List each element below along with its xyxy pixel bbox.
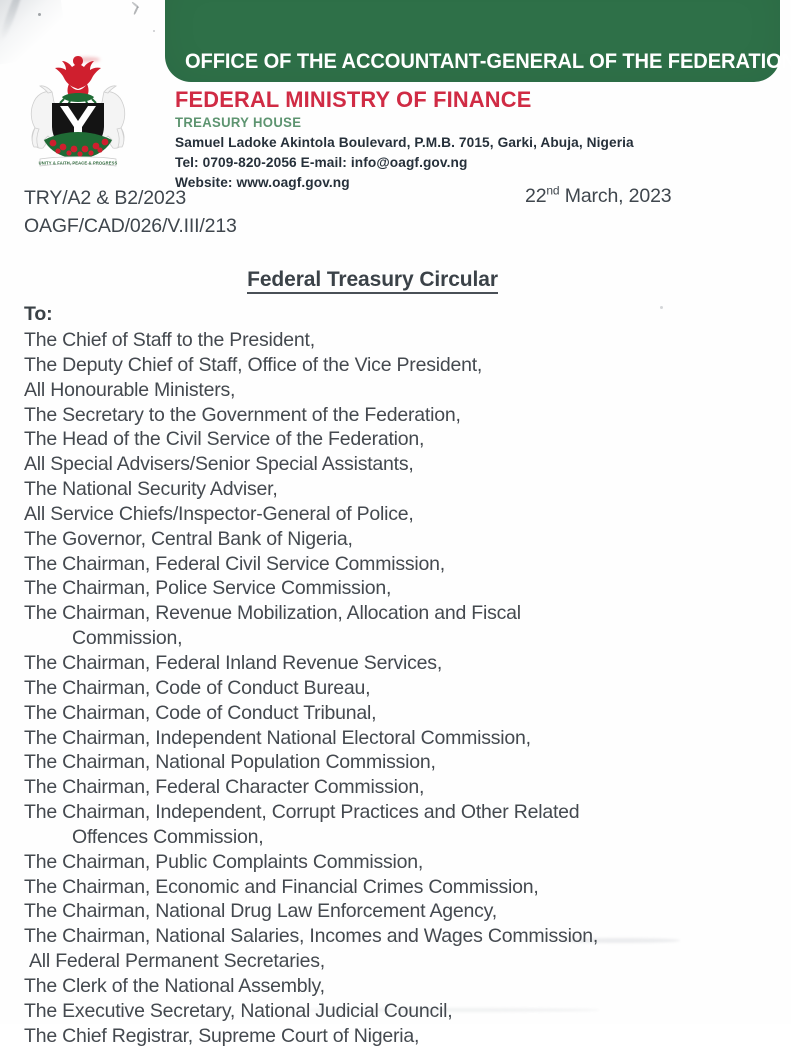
recipient-line: The Chairman, National Drug Law Enforcement Agency,: [24, 900, 497, 923]
recipient-line: The Chairman, Revenue Mobilization, Allocation and Fiscal: [24, 602, 521, 625]
recipient-line: The Chairman, Federal Character Commission,: [24, 776, 425, 799]
recipient-line: Commission,: [72, 627, 183, 650]
recipient-line: The Chairman, Code of Conduct Tribunal,: [24, 701, 377, 724]
recipient-line: All Special Advisers/Senior Special Assistants,: [24, 453, 414, 476]
recipient-line: All Honourable Ministers,: [24, 378, 236, 401]
svg-text:UNITY & FAITH, PEACE & PROGRES: UNITY & FAITH, PEACE & PROGRESS: [38, 160, 118, 166]
recipient-line: The Head of the Civil Service of the Federation,: [24, 428, 425, 451]
reference-block: [24, 185, 237, 241]
letterhead: [175, 88, 735, 194]
header-banner: [165, 0, 796, 82]
date-day: 22: [525, 185, 547, 207]
banner-title: OFFICE OF THE ACCOUNTANT-GENERAL OF THE FEDERATION: [184, 49, 796, 73]
recipient-line: The Executive Secretary, National Judicial Council,: [24, 999, 453, 1022]
scan-artifact-streak: [0, 0, 26, 42]
recipient-line: The Secretary to the Government of the Federation,: [24, 403, 461, 426]
page-title: [0, 268, 745, 292]
recipient-line: The Chief Registrar, Supreme Court of Nigeria,: [24, 1024, 420, 1047]
website-line: Website: www.oagf.gov.ng: [175, 175, 350, 192]
scan-artifact-speck: [133, 6, 139, 15]
date-rest: March, 2023: [559, 185, 672, 207]
scan-artifact-speck: [153, 30, 155, 32]
recipient-line: The Governor, Central Bank of Nigeria,: [24, 527, 353, 550]
scan-artifact-speck: [38, 13, 41, 16]
recipient-line: The Chairman, Independent, Corrupt Practices and Other Related: [24, 801, 580, 824]
addressee-label: To:: [24, 303, 53, 325]
treasury-house-label: TREASURY HOUSE: [175, 114, 302, 130]
recipient-line: The Chairman, Federal Inland Revenue Services,: [24, 651, 443, 674]
recipient-line: Offences Commission,: [72, 825, 264, 848]
recipient-line: The Chairman, Code of Conduct Bureau,: [24, 676, 371, 699]
address-line: Samuel Ladoke Akintola Boulevard, P.M.B. 7015, Garki, Abuja, Nigeria: [175, 134, 634, 151]
recipient-line: The Chairman, Public Complaints Commission,: [24, 850, 424, 873]
recipient-line: The Chairman, National Population Commission,: [24, 751, 436, 774]
recipient-line: All Service Chiefs/Inspector-General of Police,: [24, 502, 414, 525]
coat-of-arms-icon: [22, 48, 134, 170]
reference-line-1: TRY/A2 & B2/2023: [24, 187, 187, 209]
recipient-line: The Chairman, Economic and Financial Crimes Commission,: [24, 875, 539, 898]
recipient-line: The National Security Adviser,: [24, 478, 278, 501]
ministry-name: FEDERAL MINISTRY OF FINANCE: [175, 87, 532, 112]
reference-line-2: OAGF/CAD/026/V.III/213: [24, 214, 237, 237]
recipient-line: The Chairman, National Salaries, Incomes and Wages Commission,: [24, 925, 599, 948]
scan-artifact-speck: [660, 306, 663, 309]
contact-line: Tel: 0709-820-2056 E-mail: info@oagf.gov.ng: [175, 154, 468, 171]
page-title-text: Federal Treasury Circular: [247, 268, 498, 294]
date-ordinal: nd: [546, 183, 560, 198]
recipient-line: The Deputy Chief of Staff, Office of the Vice President,: [24, 353, 483, 376]
recipient-line: All Federal Permanent Secretaries,: [29, 950, 325, 973]
recipient-line: The Clerk of the National Assembly,: [24, 974, 325, 997]
recipient-line: The Chairman, Police Service Commission,: [24, 577, 392, 600]
scan-artifact-speck: [131, 1, 139, 8]
recipient-line: The Chairman, Federal Civil Service Commission,: [24, 552, 445, 575]
date-block: [525, 185, 671, 208]
recipient-line: The Chief of Staff to the President,: [24, 329, 315, 351]
recipient-line: The Chairman, Independent National Electoral Commission,: [24, 726, 531, 749]
recipient-list: [24, 328, 764, 1048]
